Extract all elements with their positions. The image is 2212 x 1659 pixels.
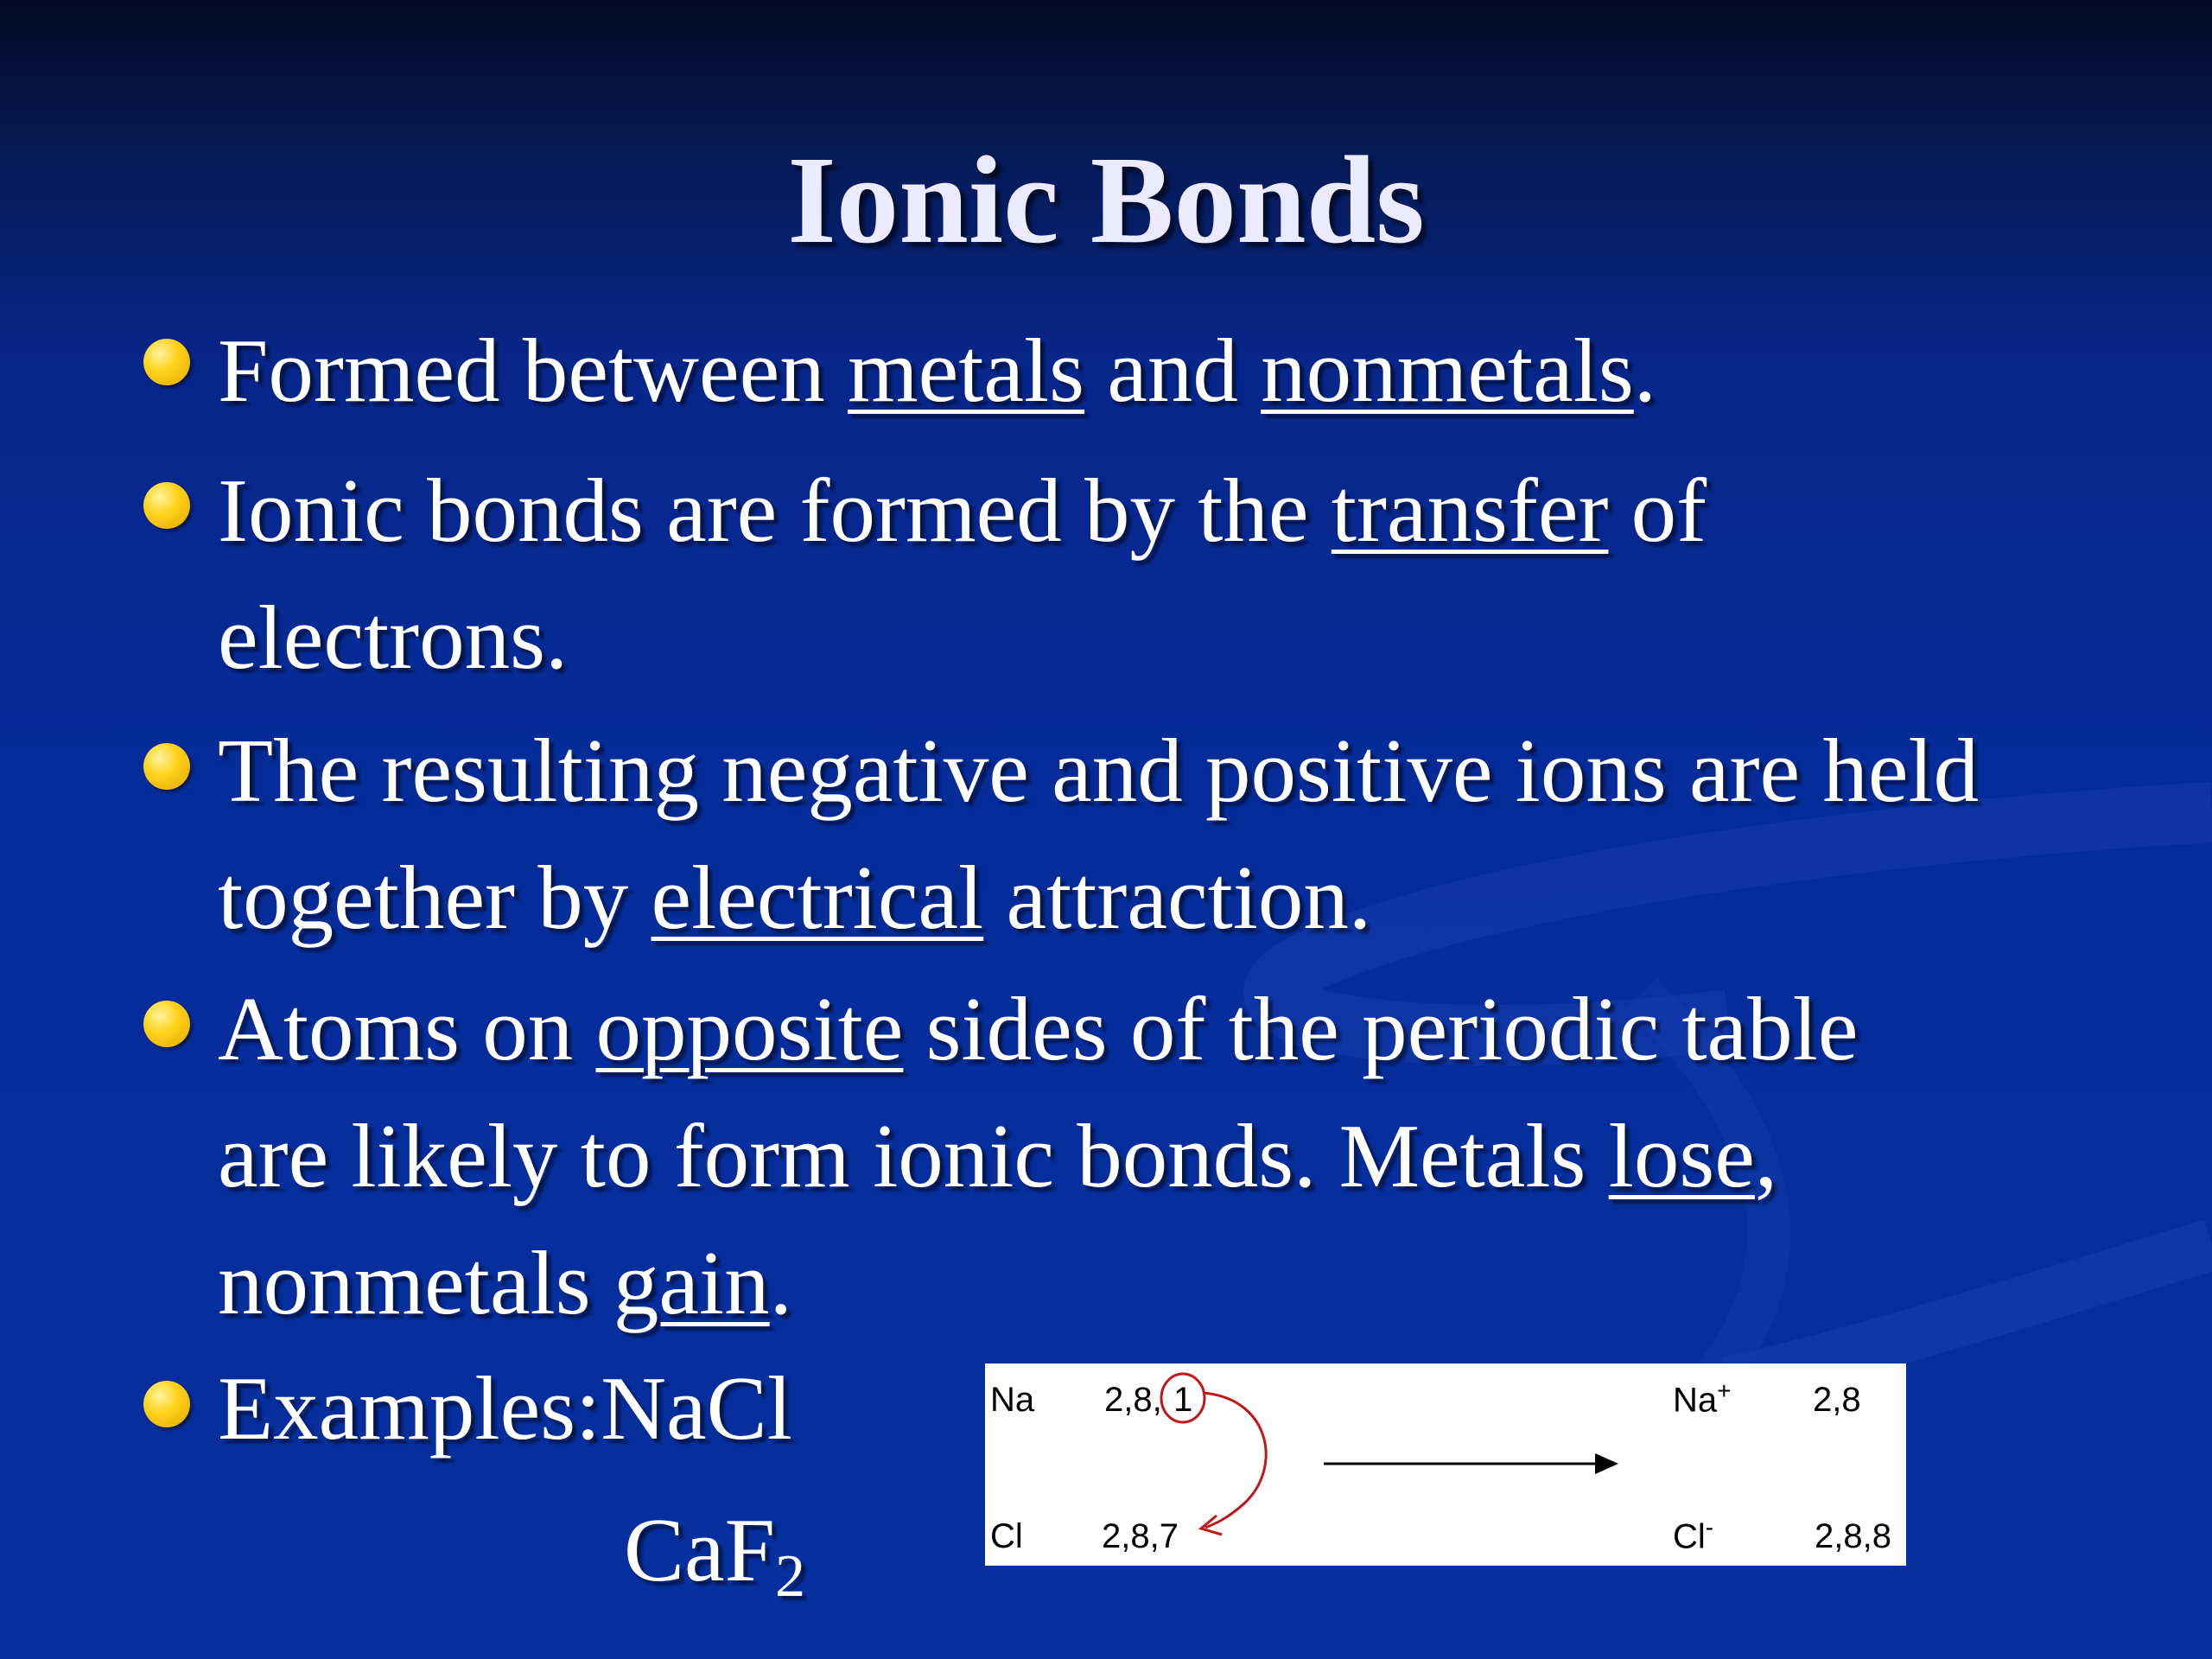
bullet-text (218, 307, 2162, 434)
cl-ion-charge: - (1705, 1514, 1714, 1541)
cl-ion-symbol: Cl (1673, 1517, 1706, 1556)
electron-transfer-diagram (985, 1363, 1906, 1566)
bullet-text (218, 447, 2162, 701)
na-config-prefix: 2,8, (1104, 1381, 1162, 1419)
bullet-text-segment: The resulting negative and positive ions are held (218, 720, 1980, 821)
cl-label: Cl (990, 1517, 1023, 1555)
underlined-term: nonmetals (1261, 320, 1634, 421)
bullet-text-segment: Atoms on (218, 978, 596, 1079)
bullet-text-segment: , (1754, 1105, 1778, 1206)
bullet-text-segment: . (769, 1232, 792, 1333)
underlined-term: gain (613, 1232, 770, 1333)
bullet-text-segment: are likely to form ionic bonds. Metals (218, 1105, 1609, 1206)
underlined-term: lose (1608, 1105, 1755, 1206)
transfer-arrow-icon (1203, 1393, 1266, 1528)
bullet-text-segment: sides of the periodic table (903, 978, 1859, 1079)
na-ion-label (1673, 1377, 1732, 1420)
bullet-dot-icon (143, 743, 190, 790)
example-caf2-base: CaF (624, 1499, 776, 1600)
bullet-text-segment: attraction. (983, 847, 1372, 948)
cl-ion-label (1673, 1516, 1713, 1554)
cl-ion-config: 2,8,8 (1815, 1517, 1891, 1555)
bullet-text-segment: Ionic bonds are formed by the (218, 460, 1332, 561)
bullet-text-segment: nonmetals (218, 1232, 613, 1333)
example-caf2 (624, 1486, 805, 1619)
bullet-text-segment: and (1084, 320, 1262, 421)
cl-config: 2,8,7 (1102, 1517, 1179, 1555)
na-ion-charge: + (1717, 1377, 1732, 1404)
bullet-text-segment: Formed between (218, 320, 848, 421)
na-ion-config: 2,8 (1813, 1381, 1861, 1419)
bullet-text-segment: of (1608, 460, 1707, 561)
bullet-dot-icon (143, 1381, 190, 1427)
bullet-text-segment: electrons. (218, 587, 569, 688)
bullet-dot-icon (143, 339, 190, 385)
example-caf2-subscript: 2 (775, 1543, 806, 1610)
bullet-dot-icon (143, 482, 190, 529)
bullet-text (218, 707, 2162, 961)
underlined-term: transfer (1331, 460, 1609, 561)
bullet-dot-icon (143, 1001, 190, 1047)
na-valence-electron: 1 (1173, 1381, 1193, 1419)
bullet-text (218, 965, 2162, 1346)
underlined-term: electrical (651, 847, 984, 948)
na-label: Na (990, 1381, 1035, 1419)
slide-title: Ionic Bonds (787, 131, 1425, 270)
na-ion-symbol: Na (1673, 1381, 1718, 1420)
bullet-text-segment: Examples:NaCl (218, 1357, 792, 1459)
bullet-text-segment: together by (218, 847, 652, 948)
underlined-term: opposite (595, 978, 904, 1079)
underlined-term: metals (847, 320, 1085, 421)
bullet-text-segment: . (1633, 320, 1656, 421)
